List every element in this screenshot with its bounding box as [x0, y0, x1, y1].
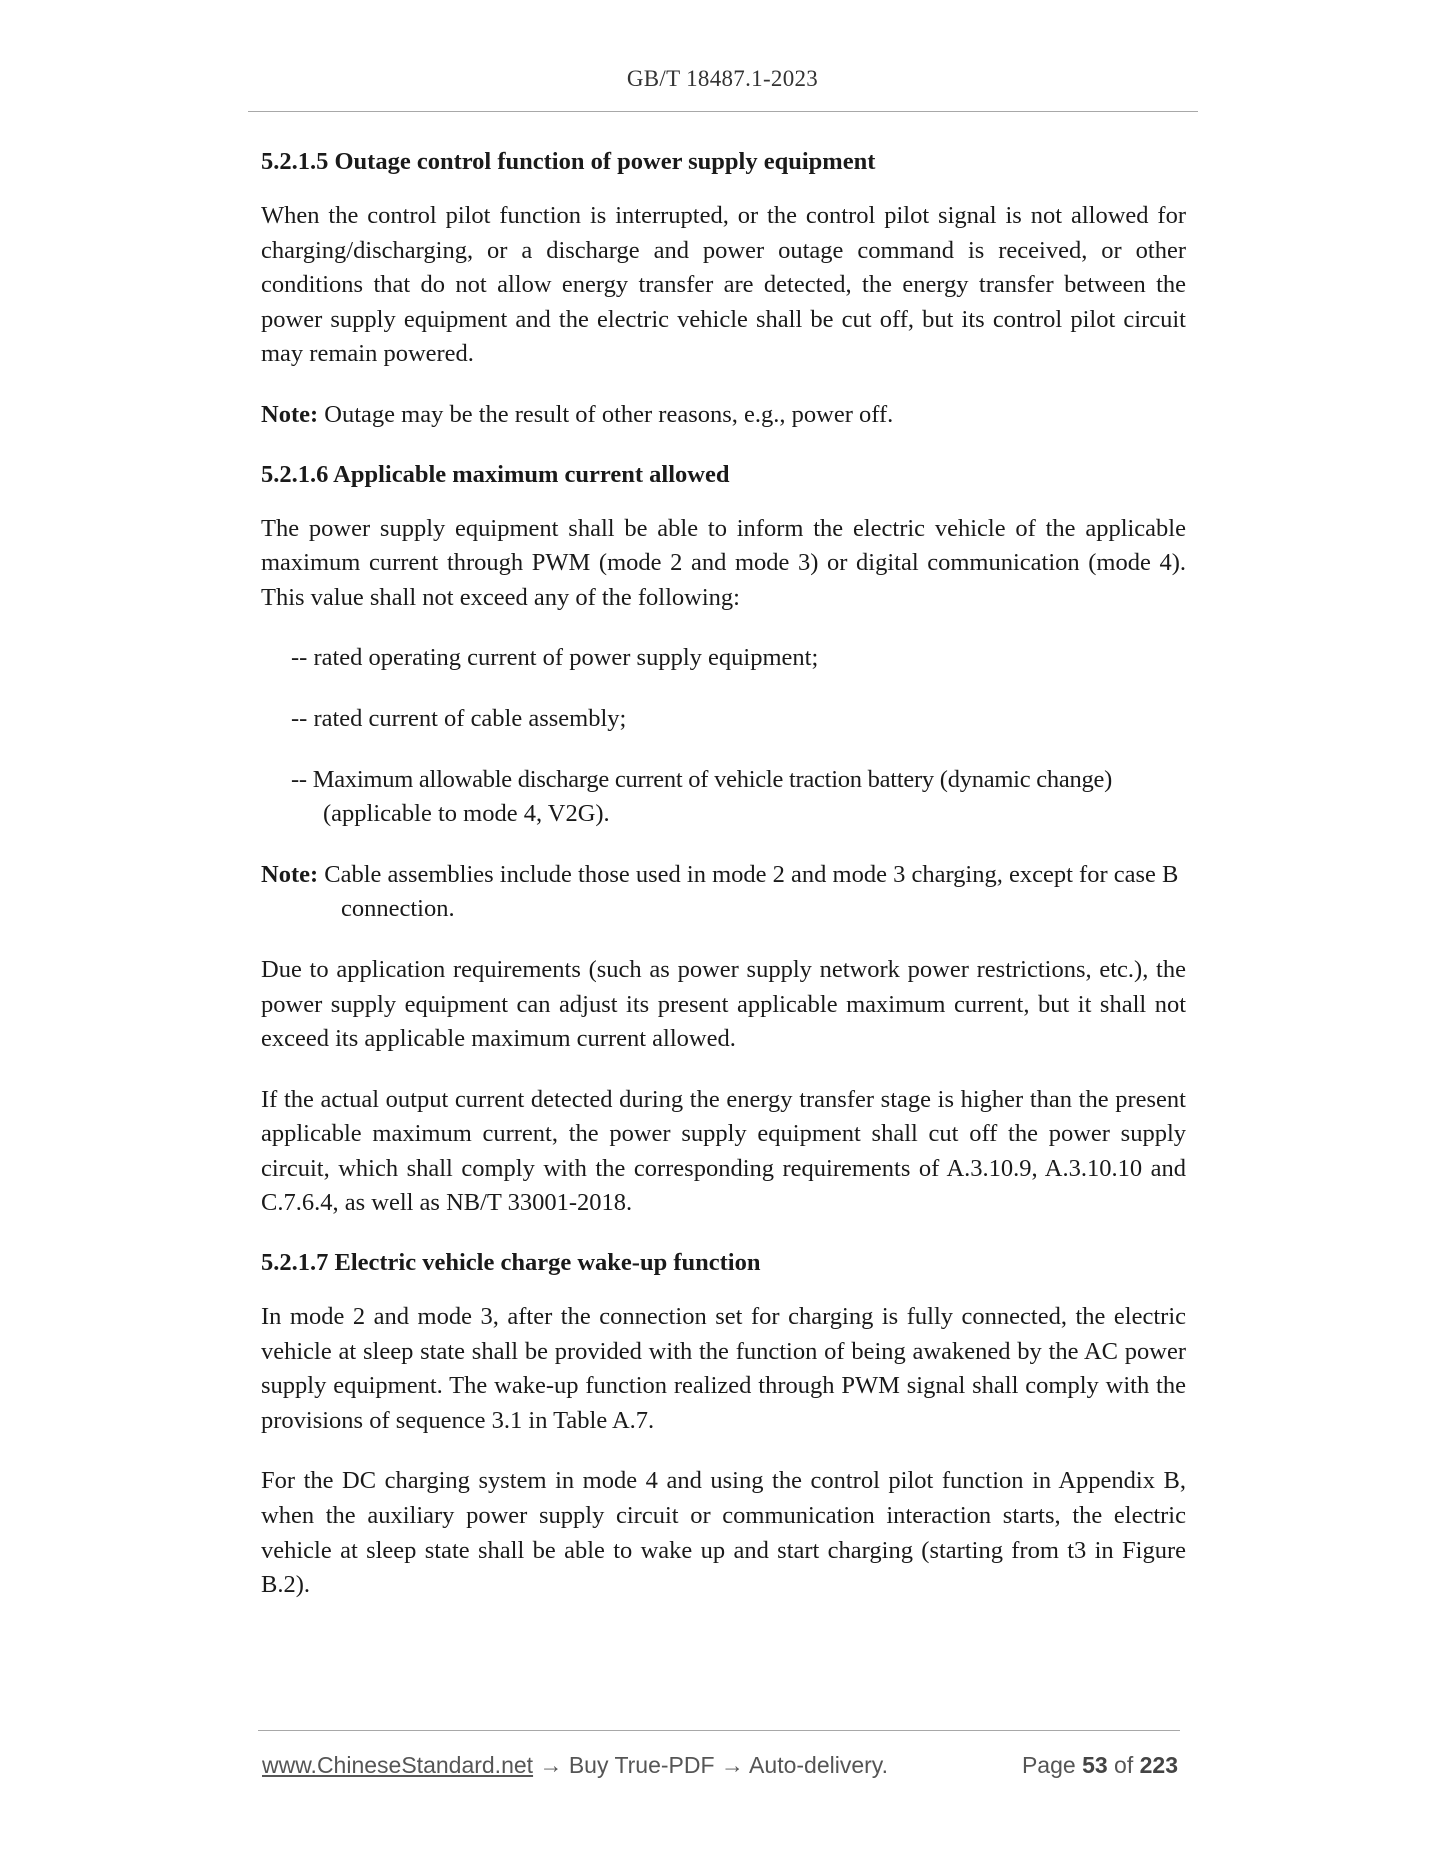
page-footer	[262, 1752, 1182, 1784]
section-5217-title: 5.2.1.7 Electric vehicle charge wake-up function	[261, 1249, 761, 1277]
section-5217-paragraph-2: For the DC charging system in mode 4 and using the control pilot function in Appendix B, when the auxiliary power supply circuit or communication interaction starts, the electric vehicle at sleep state shall be able to wake up and start charging (starting from t3 in Figure B.2).	[261, 1467, 1186, 1599]
page-number	[1022, 1752, 1178, 1779]
section-5216-title: 5.2.1.6 Applicable maximum current allowed	[261, 460, 730, 488]
note-label: Note:	[261, 860, 319, 888]
current-page: 53	[1082, 1752, 1108, 1778]
list-item-continuation: (applicable to mode 4, V2G).	[323, 800, 610, 828]
section-5216-paragraph-3: If the actual output current detected during the energy transfer stage is higher than the present applicable maximum current, the power supply equipment shall cut off the power supply circuit, which shall comply with the corresponding requirements of A.3.10.9, A.3.10.10 and C.7.6.4, as well as NB/T 33001-2018.	[261, 1085, 1186, 1217]
page-label: Page	[1021, 1752, 1083, 1778]
note-label: Note:	[261, 400, 319, 428]
section-5215-note	[261, 398, 1186, 433]
note-text: Cable assemblies include those used in mode 2 and mode 3 charging, except for case B connection.	[318, 860, 1179, 923]
website-link[interactable]: www.ChineseStandard.net	[262, 1752, 534, 1778]
section-5216-note	[261, 858, 1186, 927]
footer-promo-text: → Buy True-PDF → Auto-delivery.	[533, 1752, 888, 1778]
section-5215-title: 5.2.1.5 Outage control function of power supply equipment	[261, 148, 876, 175]
section-5217-paragraph-1: In mode 2 and mode 3, after the connection set for charging is fully connected, the electric vehicle at sleep state shall be provided with the function of being awakened by the AC power supply equipment. The wake-up function realized through PWM signal shall comply with the provisions of sequence 3.1 in Table A.7.	[261, 1303, 1186, 1434]
page-content	[261, 145, 1186, 1603]
header-divider	[248, 111, 1198, 112]
list-item: -- rated operating current of power supply equipment;	[291, 644, 819, 672]
total-pages: 223	[1139, 1752, 1178, 1778]
document-code-header: GB/T 18487.1-2023	[626, 66, 819, 91]
section-5216-paragraph-2: Due to application requirements (such as power supply network power restrictions, etc.), the power supply equipment can adjust its present applicable maximum current, but it shall not exceed its applicable maximum current allowed.	[261, 955, 1186, 1053]
footer-promo	[262, 1752, 888, 1779]
of-label: of	[1107, 1752, 1140, 1778]
note-text: Outage may be the result of other reasons, e.g., power off.	[318, 400, 894, 428]
section-5216-paragraph-1: The power supply equipment shall be able to inform the electric vehicle of the applicable maximum current through PWM (mode 2 and mode 3) or digital communication (mode 4). This value shall not exceed any of the following:	[261, 514, 1186, 611]
footer-divider	[258, 1730, 1180, 1731]
list-item: -- Maximum allowable discharge current of vehicle traction battery (dynamic change)	[291, 765, 1112, 793]
list-item: -- rated current of cable assembly;	[291, 704, 627, 732]
section-5215-paragraph: When the control pilot function is interrupted, or the control pilot signal is not allowed for charging/discharging, or a discharge and power outage command is received, or other conditions that do not allow energy transfer are detected, the energy transfer between the power supply equipment and the electric vehicle shall be cut off, but its control pilot circuit may remain powered.	[261, 202, 1186, 368]
